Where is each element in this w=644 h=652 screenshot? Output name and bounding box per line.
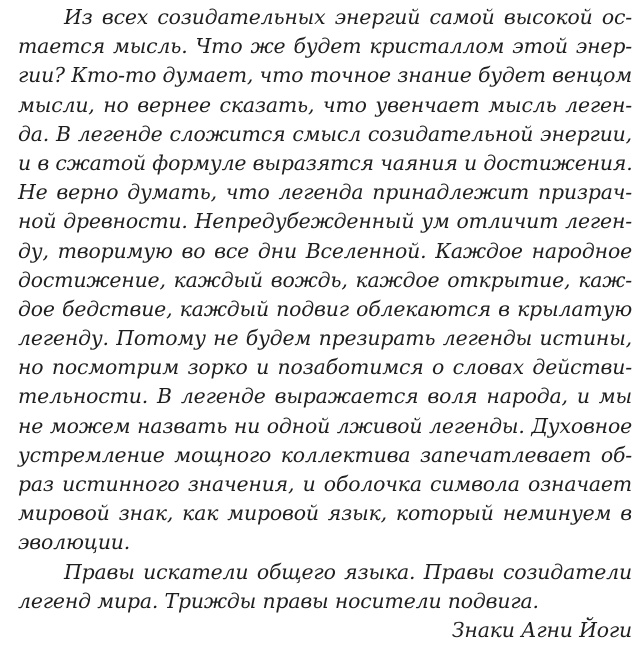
- text-line: Правы искатели общего языка. Правы созидатели: [64, 559, 632, 584]
- text-line: эволюции.: [18, 530, 131, 555]
- text-line: не можем назвать ни одной лживой легенды. Духовное: [18, 413, 632, 438]
- text-line: раз истинного значения, и оболочка символа означает: [18, 472, 632, 496]
- text-line: ной древности. Непредубежденный ум отличит леген-: [18, 209, 632, 234]
- text-line: тается мысль. Что же будет кристаллом этой энер-: [18, 34, 632, 59]
- text-line: легенд мира. Трижды правы носители подвига.: [18, 588, 539, 613]
- text-line: мировой знак, как мировой язык, который неминуем в: [18, 501, 632, 526]
- text-line: мысли, но вернее сказать, что увенчает мысль леген-: [18, 92, 632, 117]
- text-line: дое бедствие, каждый подвиг облекаются в крылатую: [18, 296, 632, 321]
- text-line: но посмотрим зорко и позаботимся о словах действи-: [18, 355, 632, 380]
- text-line: легенду. Потому не будем презирать легенды истины,: [18, 326, 632, 351]
- text-line: ду, творимую во все дни Вселенной. Каждое народное: [18, 238, 632, 263]
- text-line: достижение, каждый вождь, каждое открытие, каж-: [18, 267, 632, 292]
- text-line: да. В легенде сложится смысл созидательной энергии,: [18, 121, 632, 146]
- text-line: и в сжатой формуле выразятся чаяния и достижения.: [18, 150, 633, 175]
- paragraph-1: [18, 3, 632, 558]
- signature: Знаки Агни Йоги: [451, 617, 632, 642]
- text-line: Из всех созидательных энергий самой высокой ос-: [64, 5, 632, 29]
- paragraph-2: [18, 558, 632, 616]
- text-line: устремление мощного коллектива запечатлевает об-: [18, 442, 632, 467]
- text-line: Не верно думать, что легенда принадлежит призрач-: [18, 180, 632, 205]
- text-line: тельности. В легенде выражается воля народа, и мы: [18, 384, 632, 409]
- text-line: гии? Кто-то думает, что точное знание будет венцом: [18, 63, 633, 88]
- document-page: [18, 3, 632, 649]
